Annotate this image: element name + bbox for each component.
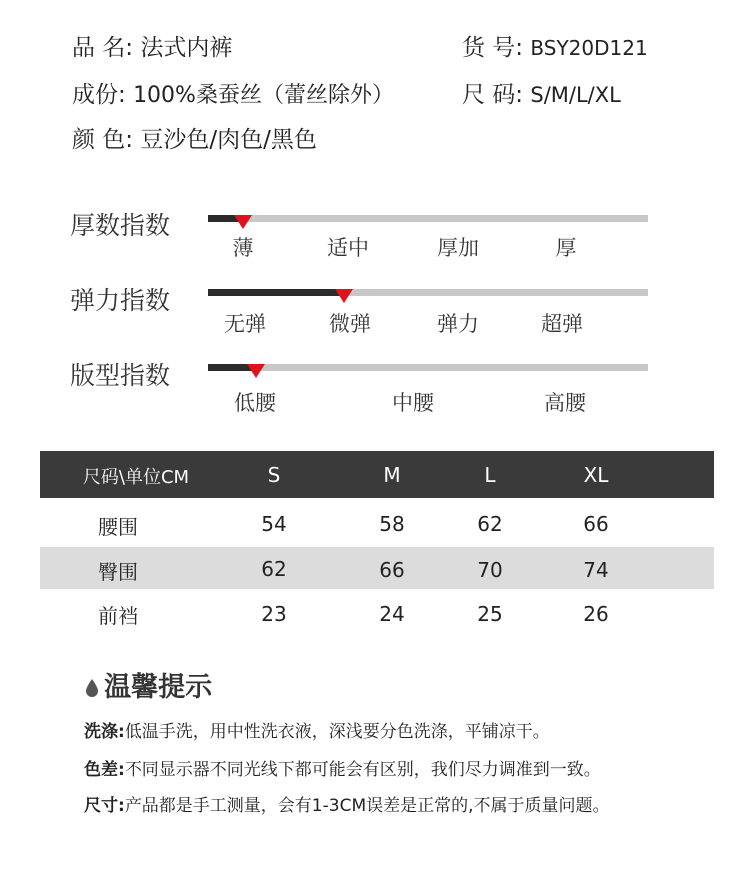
name-value: 法式内裤	[140, 35, 233, 61]
tip-wash	[84, 717, 550, 742]
drop-icon	[85, 678, 99, 698]
table-cell: 58	[379, 512, 405, 536]
elasticity-tick: 超弹	[541, 312, 583, 336]
tips-header	[85, 665, 212, 704]
thickness-tick: 厚	[555, 236, 577, 260]
thickness-tick: 厚加	[437, 236, 479, 260]
name-row	[72, 33, 232, 63]
header-cell: 尺码\单位CM	[82, 467, 190, 488]
size-row	[462, 80, 621, 110]
color-row	[72, 125, 317, 155]
thickness-index-label: 厚数指数	[70, 211, 171, 240]
header-cell: XL	[583, 463, 609, 487]
material-value: 100%桑蚕丝（蕾丝除外）	[133, 83, 394, 108]
elasticity-tick: 微弹	[329, 312, 371, 336]
table-cell: 62	[477, 512, 503, 536]
table-cell: 25	[477, 602, 503, 626]
header-cell: M	[383, 463, 401, 487]
thickness-tick: 适中	[327, 236, 369, 260]
table-header	[40, 451, 714, 498]
thickness-track	[208, 215, 648, 222]
fit-tick: 低腰	[234, 391, 276, 415]
row-label: 腰围	[98, 515, 138, 539]
elasticity-index-label: 弹力指数	[70, 286, 171, 315]
row-label: 前裆	[98, 604, 138, 628]
material-label: 成份:	[72, 82, 126, 108]
table-cell: 70	[477, 558, 503, 582]
tip-label: 洗涤:	[84, 722, 125, 742]
size-label: 尺 码:	[462, 82, 524, 108]
name-label: 品 名:	[72, 35, 134, 61]
material-row	[72, 80, 394, 111]
elasticity-marker	[335, 289, 353, 303]
fit-tick: 高腰	[544, 391, 586, 415]
thickness-tick: 薄	[232, 236, 254, 260]
tip-text: 低温手洗，用中性洗衣液，深浅要分色洗涤，平铺凉干。	[124, 722, 550, 742]
sku-row	[462, 33, 648, 63]
fit-index-label: 版型指数	[70, 361, 171, 390]
color-label: 颜 色:	[72, 127, 134, 153]
elasticity-track	[208, 289, 648, 296]
elasticity-tick: 无弹	[224, 312, 266, 336]
elasticity-tick: 弹力	[437, 312, 479, 336]
header-cell: S	[267, 463, 281, 487]
tip-text: 不同显示器不同光线下都可能会有区别，我们尽力调准到一致。	[124, 760, 601, 780]
tip-label: 色差:	[84, 760, 125, 780]
table-cell: 66	[583, 512, 609, 536]
fit-tick: 中腰	[392, 391, 434, 415]
tips-title: 温馨提示	[104, 672, 213, 703]
color-value: 豆沙色/肉色/黑色	[140, 127, 317, 153]
table-cell: 23	[261, 602, 287, 626]
row-label: 臀围	[98, 560, 138, 584]
table-cell: 62	[261, 557, 287, 581]
sku-value: BSY20D121	[530, 36, 648, 60]
tip-text: 产品都是手工测量，会有1-3CM误差是正常的,不属于质量问题。	[124, 796, 610, 816]
table-cell: 66	[379, 558, 405, 582]
fit-track	[208, 364, 648, 371]
table-cell: 26	[583, 602, 609, 626]
table-row	[40, 500, 714, 546]
thickness-marker	[234, 215, 252, 229]
table-cell: 54	[261, 512, 287, 536]
table-row	[40, 547, 714, 589]
tip-color-diff	[84, 755, 601, 780]
table-cell: 74	[583, 558, 609, 582]
sku-label: 货 号:	[462, 35, 524, 61]
size-value: S/M/L/XL	[530, 83, 621, 107]
tip-size	[84, 791, 610, 816]
fit-marker	[247, 364, 265, 378]
elasticity-fill	[208, 289, 344, 296]
table-cell: 24	[379, 602, 405, 626]
tip-label: 尺寸:	[84, 796, 125, 816]
table-row	[40, 590, 714, 636]
header-cell: L	[484, 463, 496, 487]
